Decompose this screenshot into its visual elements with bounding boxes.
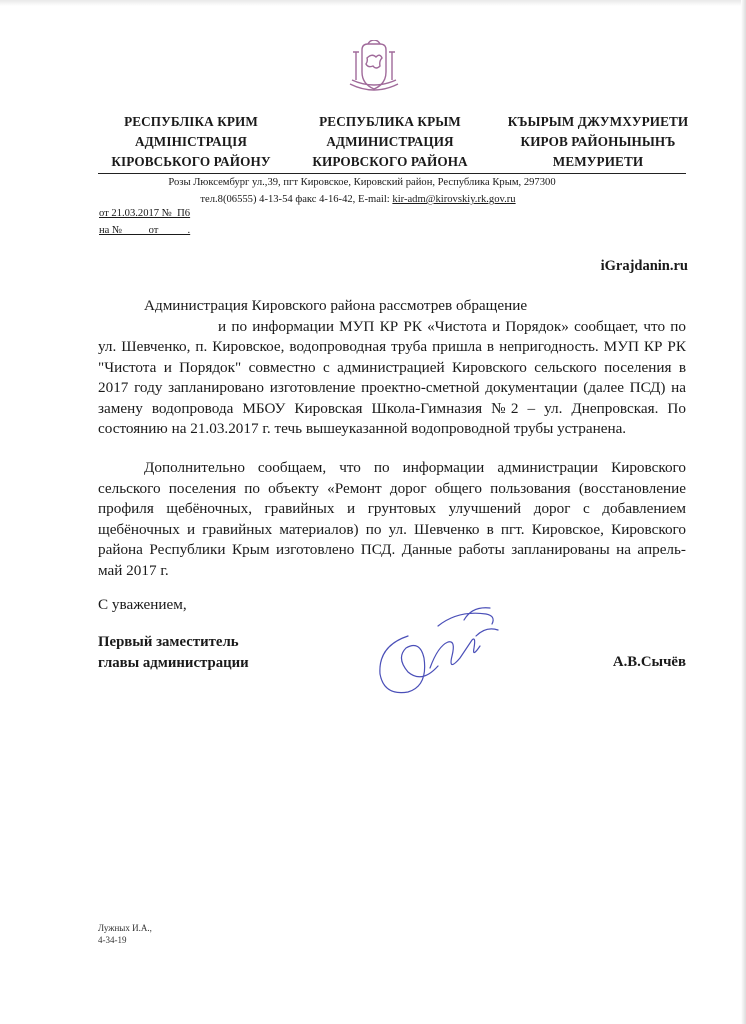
header-ru-line: АДМИНИСТРАЦИЯ (326, 134, 454, 149)
executor-info (98, 922, 152, 946)
closing-phrase: С уважением, (98, 596, 187, 613)
header-ct-line: КЪЫРЫМ ДЖУМХУРИЕТИ (507, 114, 689, 129)
signatory-title-line: главы администрации (98, 655, 249, 671)
contacts-phone-fax: тел.8(06555) 4-13-54 факс 4-16-42, E-mail: (200, 194, 393, 205)
header-divider (98, 173, 686, 174)
body-paragraph-2: Дополнительно сообщаем, что по информации администрации Кировского сельского поселения по объекту «Ремонт дорог общего пользования (восстановление профиля щебёночных, гравийных и грунтовых улучшений дорог с добавлением щебёночных и гравийных материалов) по ул. Шевченко в пгт. Кировское, Кировского района Республики Крым изготовлено ПСД. Данные работы запланированы на апрель-май 2017 г. (98, 459, 686, 579)
body-paragraph-continuation: и по информации МУП КР РК «Чистота и Порядок» сообщает, что по ул. Шевченко, п. Кировское, водопроводная труба пришла в непригодность. МУП КР РК "Чистота и Порядок" совместно с администрацией Кировского сельского поселения в 2017 году запланировано изготовление проектно-сметной документации (далее ПСД) на замену водопровода МБОУ Кировская Школа-Гимназия №2 – ул. Днепровская. По состоянию на 21.03.2017 г. течь вышеуказанной водопроводной трубы устранена. (98, 317, 686, 437)
recipient: iGrajdanin.ru (600, 258, 688, 274)
outgoing-reference: от 21.03.2017 № П6 (99, 208, 191, 219)
header-crimean-tatar (498, 112, 698, 172)
body-paragraph-start: Администрация Кировского района рассмотрев обращение (144, 297, 528, 314)
address-line: Розы Люксембург ул.,39, пгт Кировское, Кировский район, Республика Крым, 297300 (168, 177, 556, 188)
page-top-edge (0, 0, 746, 6)
page-right-edge (741, 0, 746, 1024)
header-ct-line: КИРОВ РАЙОНЫНЫНЪ (520, 134, 676, 149)
crimea-coat-of-arms-icon (346, 40, 402, 92)
header-ru-line: КИРОВСКОГО РАЙОНА (312, 154, 468, 169)
executor-phone: 4-34-19 (98, 935, 127, 945)
header-ua-line: КІРОВСЬКОГО РАЙОНУ (111, 154, 271, 169)
header-ukrainian (100, 112, 282, 172)
handwritten-signature (368, 596, 508, 706)
header-ua-line: АДМІНІСТРАЦІЯ (135, 134, 247, 149)
signatory-name: А.В.Сычёв (612, 654, 686, 670)
header-ua-line: РЕСПУБЛІКА КРИМ (124, 114, 258, 129)
header-ct-line: МЕМУРИЕТИ (552, 154, 644, 169)
signatory-title (98, 632, 249, 674)
email-link[interactable]: kir-adm@kirovskiy.rk.gov.ru (392, 194, 516, 205)
header-ru-line: РЕСПУБЛИКА КРЫМ (319, 114, 461, 129)
executor-name: Лужных И.А., (98, 923, 152, 933)
signatory-title-line: Первый заместитель (98, 634, 239, 650)
body-paragraph (98, 296, 686, 440)
contacts-line (64, 192, 652, 207)
header-russian (305, 112, 475, 172)
incoming-reference: на № от . (99, 225, 191, 236)
